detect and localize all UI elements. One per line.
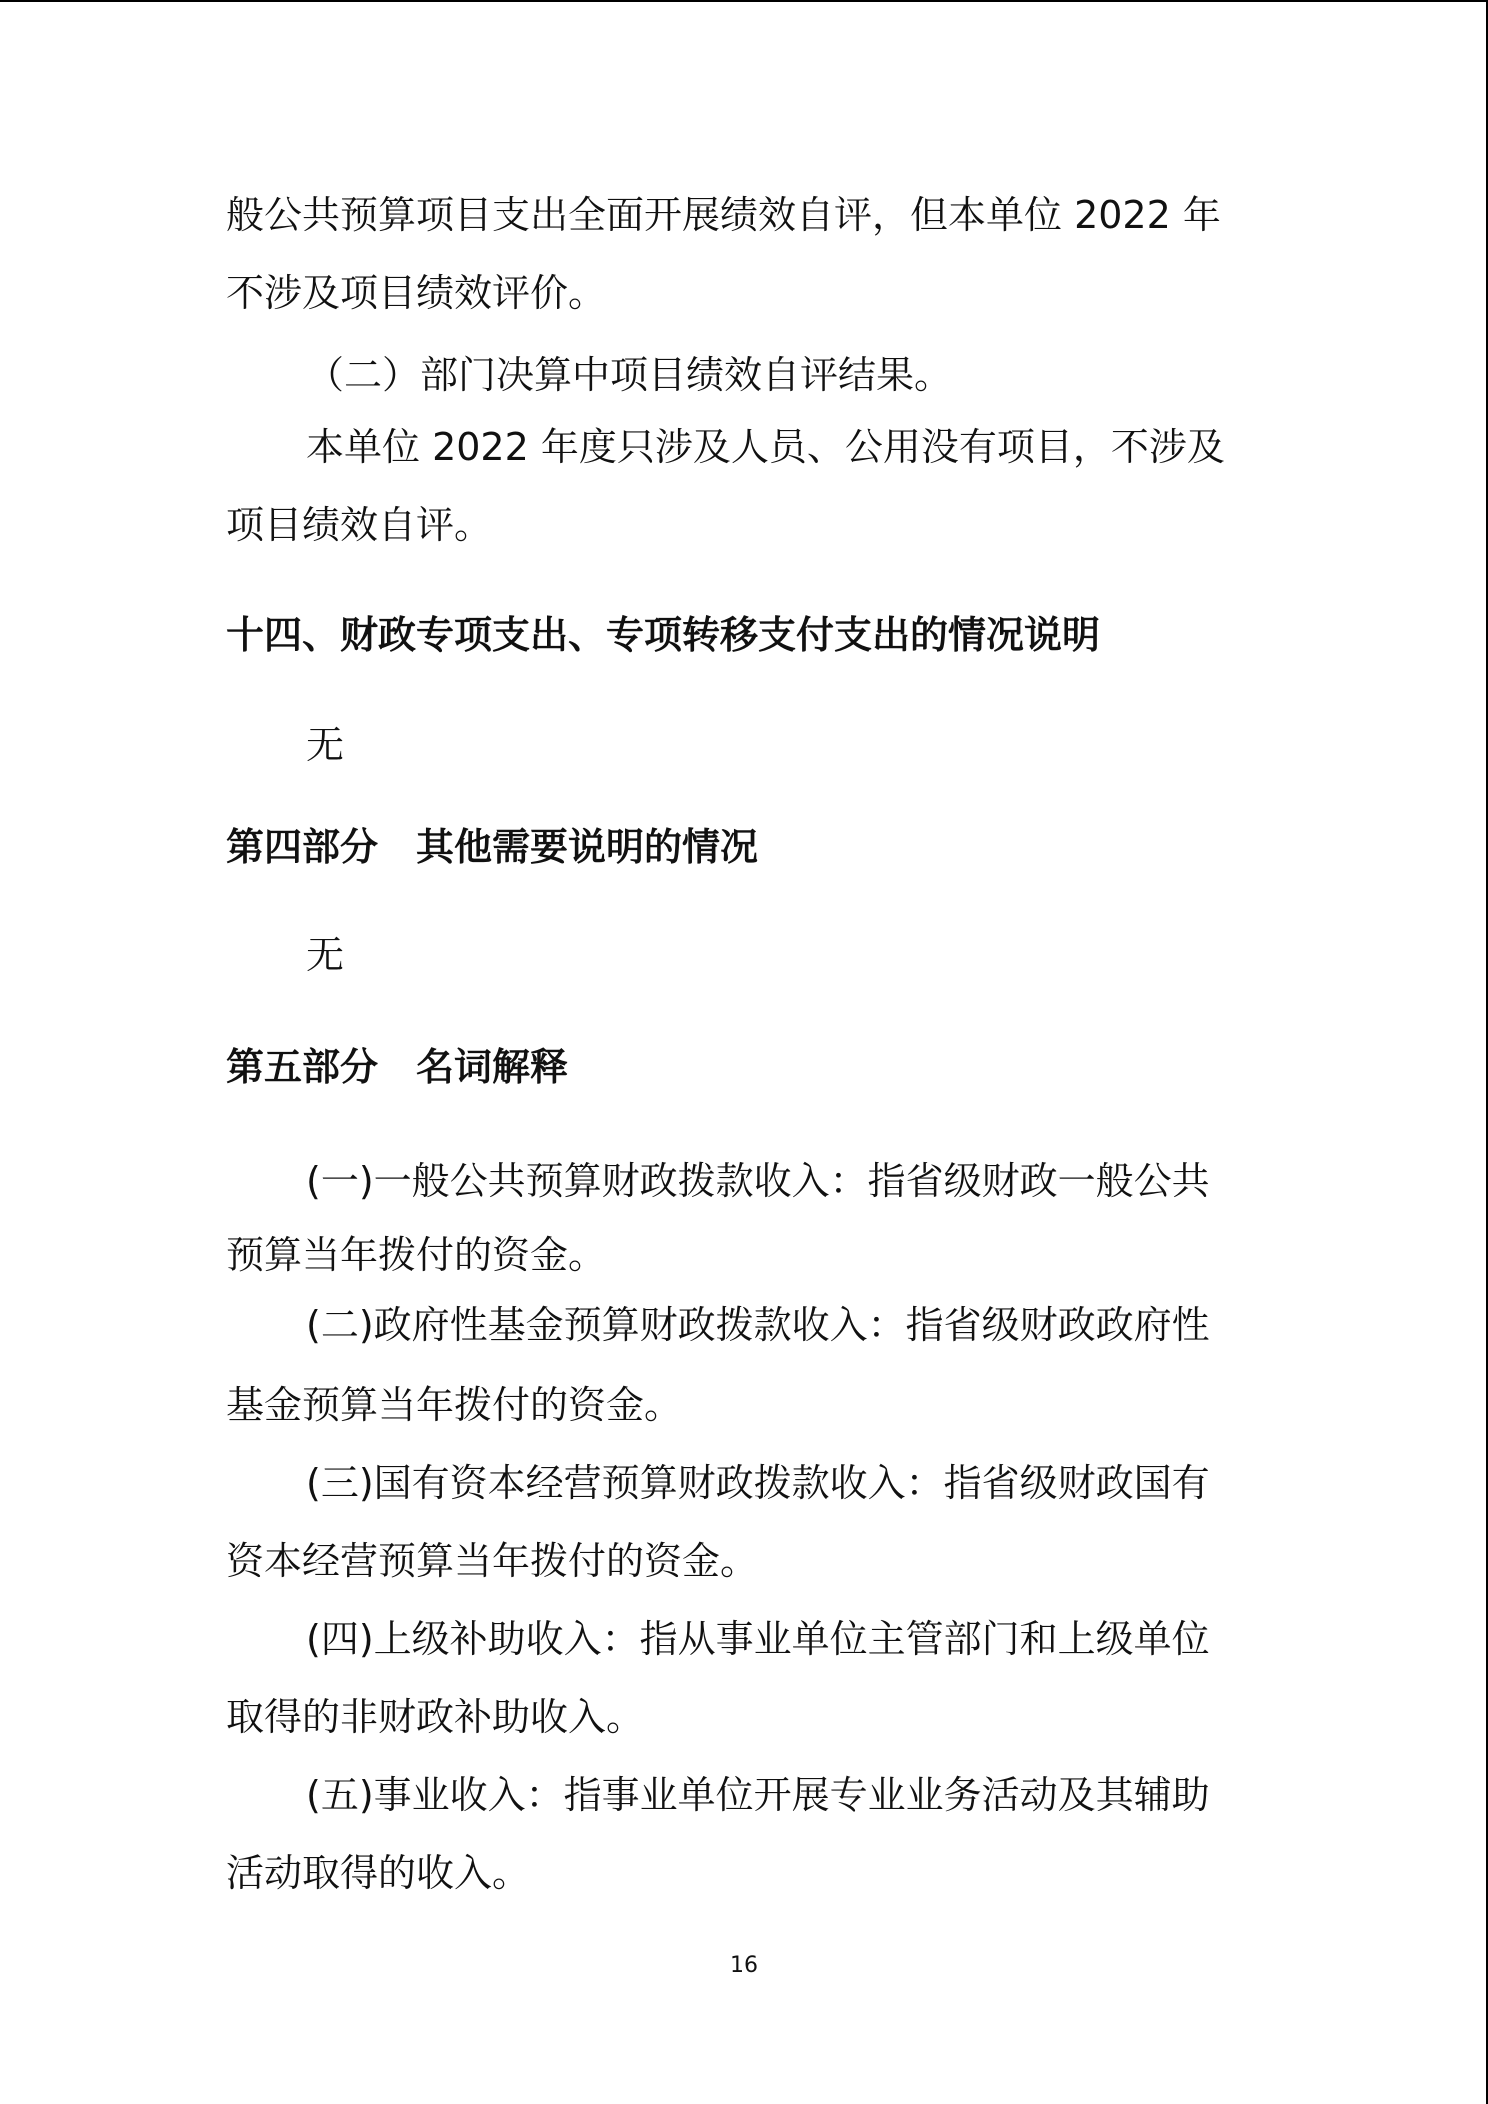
part-heading: 第五部分 名词解释: [226, 1045, 569, 1089]
page-number: 16: [730, 1953, 758, 1978]
part-heading: 第四部分 其他需要说明的情况: [226, 825, 759, 869]
paragraph-line: （二）部门决算中项目绩效自评结果。: [306, 353, 953, 397]
page-border-top: [0, 0, 1488, 2]
section-body: 无: [306, 723, 345, 767]
definition-line: 资本经营预算当年拨付的资金。: [226, 1539, 759, 1583]
section-heading: 十四、财政专项支出、专项转移支付支出的情况说明: [226, 613, 1101, 657]
section-body: 无: [306, 933, 345, 977]
definition-line: 取得的非财政补助收入。: [226, 1695, 645, 1739]
definition-line: (五)事业收入：指事业单位开展专业业务活动及其辅助: [306, 1773, 1210, 1817]
paragraph-line: 项目绩效自评。: [226, 503, 493, 547]
definition-line: 基金预算当年拨付的资金。: [226, 1383, 683, 1427]
definition-line: 预算当年拨付的资金。: [226, 1233, 607, 1277]
definition-line: (三)国有资本经营预算财政拨款收入：指省级财政国有: [306, 1461, 1210, 1505]
paragraph-line: 不涉及项目绩效评价。: [226, 271, 607, 315]
paragraph-line: 本单位 2022 年度只涉及人员、公用没有项目，不涉及: [306, 425, 1225, 469]
definition-line: (一)一般公共预算财政拨款收入：指省级财政一般公共: [306, 1159, 1210, 1203]
definition-line: (二)政府性基金预算财政拨款收入：指省级财政政府性: [306, 1303, 1210, 1347]
paragraph-line: 般公共预算项目支出全面开展绩效自评，但本单位 2022 年: [226, 193, 1221, 237]
definition-line: 活动取得的收入。: [226, 1851, 531, 1895]
definition-line: (四)上级补助收入：指从事业单位主管部门和上级单位: [306, 1617, 1210, 1661]
